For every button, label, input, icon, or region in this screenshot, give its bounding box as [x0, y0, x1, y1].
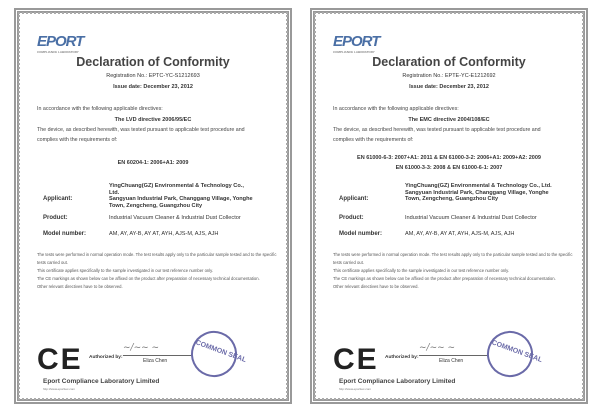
eport-logo: EPORT COMPLIANCE LABORATORY	[333, 33, 380, 54]
issue-date: Issue date: December 23, 2012	[409, 84, 489, 90]
authorized-label: Authorized by:	[89, 355, 123, 360]
directive: The LVD directive 2006/95/EC	[114, 117, 192, 123]
applicant-label: Applicant:	[339, 196, 369, 202]
signer-name: Eliza Chen	[143, 358, 168, 364]
standard: EN 61000-3-3: 2008 & EN 61000-6-1: 2007	[395, 165, 503, 171]
ce-mark: CE	[37, 343, 83, 376]
eport-logo: EPORT COMPLIANCE LABORATORY	[37, 33, 84, 54]
notes: The tests were performed in normal operation mode. The test results apply only to the particular sample tested and to the specific tests carried out. This certificate applies specifically to the sample investigated in our test reference number only. The CE markings as shown below can be affixed on the product after preparation of necessary technical documentation. Other relevant directives have to be observed.	[37, 252, 277, 289]
common-seal-stamp: COMMON SEAL	[481, 325, 540, 384]
standard: EN 60204-1: 2006+A1: 2009	[117, 160, 189, 166]
signature: ~/~~ ~	[123, 343, 193, 356]
authorized-label: Authorized by:	[385, 355, 419, 360]
company-url: http://www.eporttec.com	[339, 387, 372, 391]
company-name: Eport Compliance Laboratory Limited	[43, 378, 160, 385]
page-title: Declaration of Conformity	[372, 55, 526, 69]
intro-text: In accordance with the following applicable directives:	[333, 106, 459, 112]
ce-mark: CE	[333, 343, 379, 376]
lvd-certificate	[14, 8, 292, 404]
device-text: The device, as described herewith, was tested pursuant to applicable test procedure and	[37, 127, 245, 133]
signer-name: Eliza Chen	[439, 358, 464, 364]
notes: The tests were performed in normal operation mode. The test results apply only to the particular sample tested and to the specific tests carried out. This certificate applies specifically to the sample investigated in our test reference number only. The CE markings as shown below can be affixed on the product after preparation of necessary technical documentation. Other relevant directives have to be observed.	[333, 252, 573, 289]
product-value: Industrial Vacuum Cleaner & Industrial Dust Collector	[109, 215, 241, 221]
directive: The EMC directive 2004/108/EC	[408, 117, 490, 123]
model-label: Model number:	[339, 231, 382, 237]
emc-certificate	[310, 8, 588, 404]
applicant-value: YingChuang(GZ) Environmental & Technology Co., Ltd. Sangyuan Industrial Park, Changgang Village, Yonghe Town, Zengcheng, Guangzhou City	[405, 183, 552, 202]
model-label: Model number:	[43, 231, 86, 237]
model-value: AM, AY, AY-B, AY AT, AYH, AJS-M, AJS, AJH	[405, 231, 515, 237]
intro-text: In accordance with the following applicable directives:	[37, 106, 163, 112]
device-text: complies with the requirements of:	[37, 137, 118, 143]
registration-number: Registration No.: EPTC-YC-S1212693	[106, 73, 200, 79]
page-title: Declaration of Conformity	[76, 55, 230, 69]
product-label: Product:	[43, 215, 68, 221]
device-text: The device, as described herewith, was tested pursuant to applicable test procedure and	[333, 127, 541, 133]
device-text: complies with the requirements of:	[333, 137, 414, 143]
common-seal-stamp: COMMON SEAL	[185, 325, 244, 384]
issue-date: Issue date: December 23, 2012	[113, 84, 193, 90]
standard: EN 61000-6-3: 2007+A1: 2011 & EN 61000-3-2: 2006+A1: 2009+A2: 2009	[357, 155, 541, 161]
registration-number: Registration No.: EPTE-YC-E1212692	[402, 73, 496, 79]
product-label: Product:	[339, 215, 364, 221]
company-name: Eport Compliance Laboratory Limited	[339, 378, 456, 385]
product-value: Industrial Vacuum Cleaner & Industrial Dust Collector	[405, 215, 537, 221]
company-url: http://www.eporttec.com	[43, 387, 76, 391]
applicant-value: YingChuang(GZ) Environmental & Technology Co., Ltd. Sangyuan Industrial Park, Changgang Village, Yonghe Town, Zengcheng, Guangzhou City	[109, 183, 253, 209]
model-value: AM, AY, AY-B, AY AT, AYH, AJS-M, AJS, AJH	[109, 231, 219, 237]
applicant-label: Applicant:	[43, 196, 73, 202]
signature: ~/~~ ~	[419, 343, 489, 356]
